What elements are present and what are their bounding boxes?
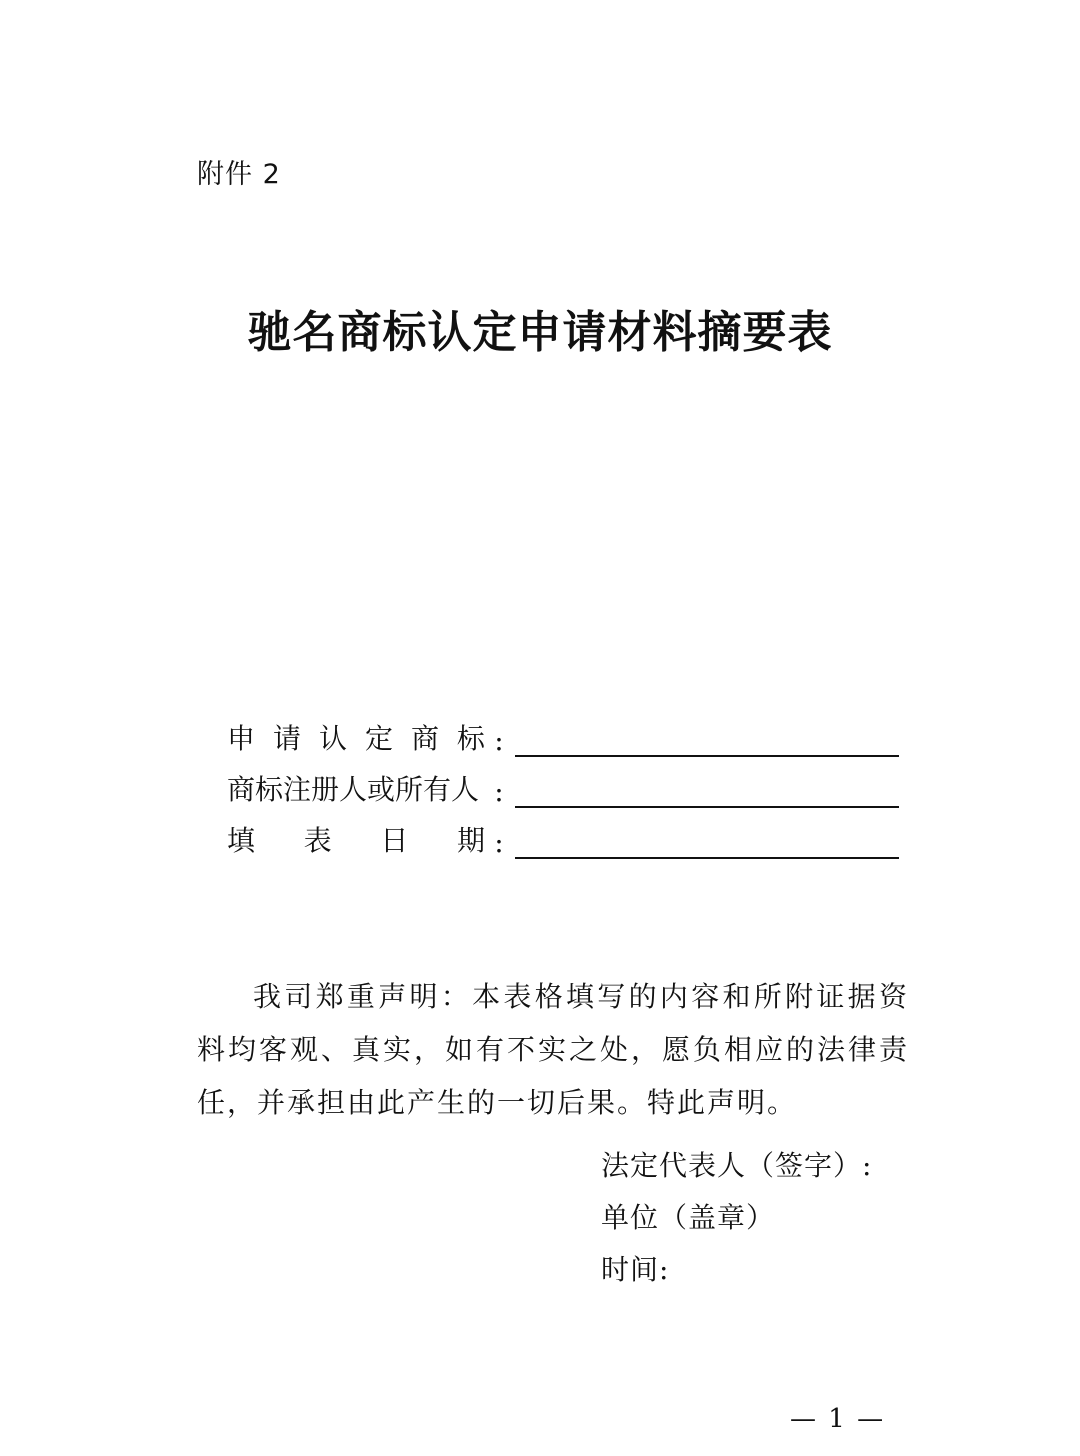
label-char: 表 bbox=[303, 824, 332, 857]
time-line: 时间: bbox=[601, 1253, 670, 1286]
trademark-blank-line[interactable] bbox=[515, 727, 899, 757]
label-text: 商标注册人或所有人 bbox=[227, 773, 480, 806]
date-blank-line[interactable] bbox=[515, 829, 899, 859]
field-label-trademark bbox=[227, 717, 485, 757]
attachment-label: 附件 2 bbox=[197, 159, 281, 190]
label-char: 认 bbox=[318, 722, 347, 755]
field-date bbox=[227, 819, 899, 859]
label-char: 填 bbox=[227, 824, 256, 857]
document-title: 驰名商标认定申请材料摘要表 bbox=[247, 307, 833, 358]
label-char: 申 bbox=[227, 722, 256, 755]
page-number: — 1 — bbox=[790, 1404, 886, 1434]
field-label-registrant bbox=[227, 768, 485, 808]
label-char: 商 bbox=[410, 722, 439, 755]
label-char: 定 bbox=[364, 722, 393, 755]
field-colon: : bbox=[494, 724, 504, 757]
label-char: 请 bbox=[272, 722, 301, 755]
legal-rep-signature-line: 法定代表人（签字）: bbox=[601, 1149, 873, 1182]
field-colon: : bbox=[494, 775, 504, 808]
label-char: 日 bbox=[380, 824, 409, 857]
field-label-date bbox=[227, 819, 485, 859]
field-registrant bbox=[227, 768, 899, 808]
signature-block bbox=[601, 1140, 872, 1296]
registrant-blank-line[interactable] bbox=[515, 778, 899, 808]
field-trademark bbox=[227, 717, 899, 757]
field-colon: : bbox=[494, 826, 504, 859]
declaration-paragraph: 我司郑重声明：本表格填写的内容和所附证据资料均客观、真实，如有不实之处，愿负相应的法律责任，并承担由此产生的一切后果。特此声明。 bbox=[197, 980, 909, 1119]
label-char: 标 bbox=[456, 722, 485, 755]
unit-seal-line: 单位（盖章） bbox=[601, 1201, 776, 1234]
label-char: 期 bbox=[456, 824, 485, 857]
